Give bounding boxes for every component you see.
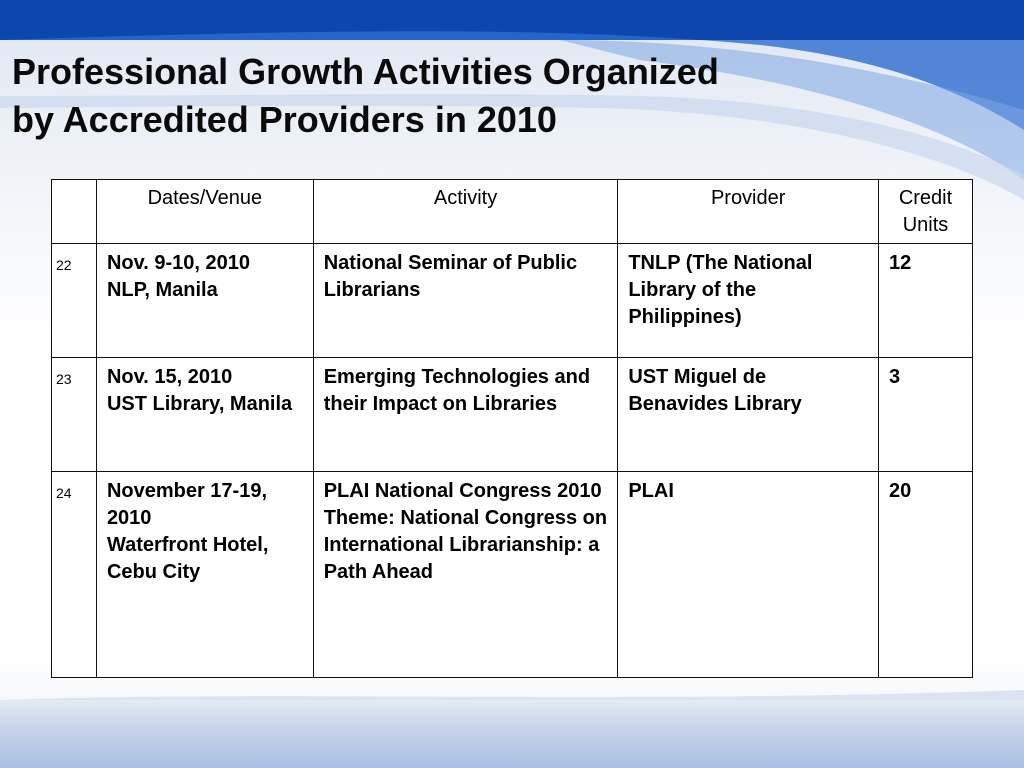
date-text: November 17-19, 2010 xyxy=(106,480,268,529)
row-number: 24 xyxy=(52,472,97,678)
activity-cell: PLAI National Congress 2010 Theme: National Congress on International Librarianship: a Path Ahead xyxy=(313,472,618,678)
date-text: Nov. 9-10, 2010 xyxy=(106,252,250,274)
table-row xyxy=(52,244,973,358)
provider-cell: UST Miguel de Benavides Library xyxy=(618,358,879,472)
activity-cell: National Seminar of Public Librarians xyxy=(313,244,618,358)
background-bottom-band xyxy=(0,700,1024,768)
dates-venue-cell xyxy=(96,472,313,678)
header-activity: Activity xyxy=(313,180,618,244)
slide-title-line1: Professional Growth Activities Organized xyxy=(12,51,719,92)
table-row xyxy=(52,358,973,472)
table-header-row xyxy=(52,180,973,244)
venue-text: Waterfront Hotel, Cebu City xyxy=(106,534,269,583)
slide-title-line2: by Accredited Providers in 2010 xyxy=(12,99,557,140)
date-text: Nov. 15, 2010 xyxy=(106,366,233,388)
credit-units-cell: 12 xyxy=(879,244,973,358)
row-number: 22 xyxy=(52,244,97,358)
dates-venue-cell xyxy=(96,358,313,472)
table-row xyxy=(52,472,973,678)
activity-cell: Emerging Technologies and their Impact on Libraries xyxy=(313,358,618,472)
provider-cell: PLAI xyxy=(618,472,879,678)
venue-text: UST Library, Manila xyxy=(106,393,293,415)
provider-cell: TNLP (The National Library of the Philippines) xyxy=(618,244,879,358)
header-credit-units: Credit Units xyxy=(879,180,973,244)
header-number xyxy=(52,180,97,244)
dates-venue-cell xyxy=(96,244,313,358)
header-provider: Provider xyxy=(618,180,879,244)
credit-units-cell: 3 xyxy=(879,358,973,472)
credit-units-cell: 20 xyxy=(879,472,973,678)
row-number: 23 xyxy=(52,358,97,472)
venue-text: NLP, Manila xyxy=(106,279,218,301)
activities-table xyxy=(51,179,973,678)
header-dates-venue: Dates/Venue xyxy=(96,180,313,244)
slide-title xyxy=(12,48,832,144)
